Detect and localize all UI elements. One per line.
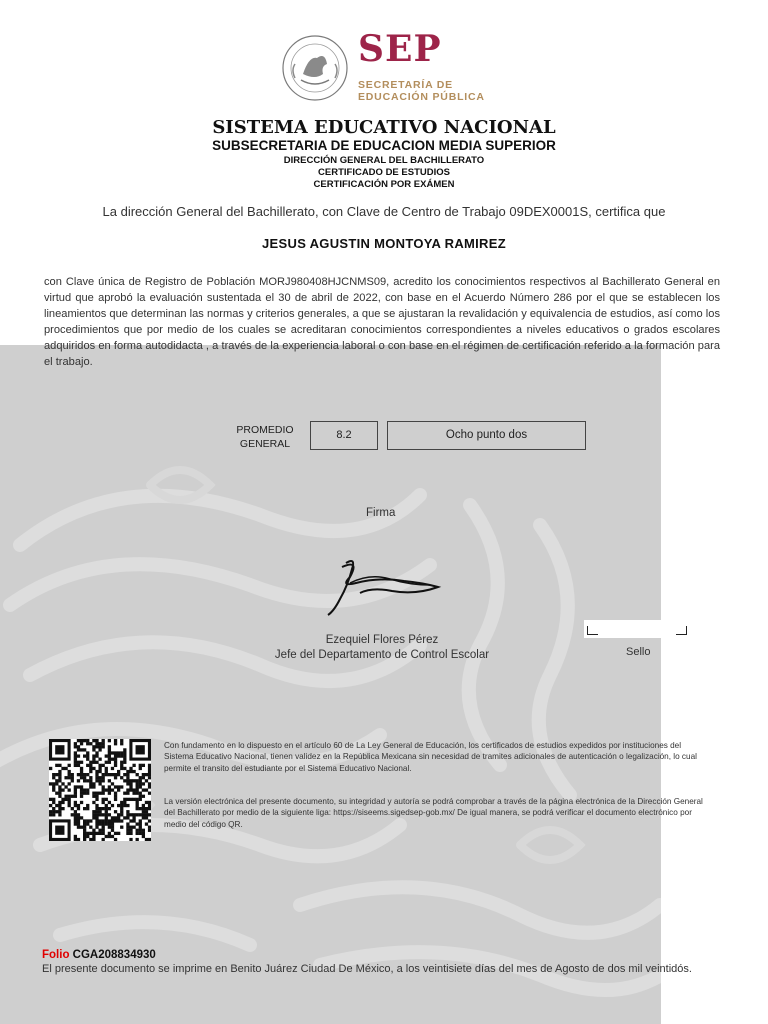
qr-code-icon: [49, 739, 151, 841]
folio: [42, 949, 156, 961]
heading-certificado: CERTIFICADO DE ESTUDIOS: [318, 167, 450, 178]
intro-text: La dirección General del Bachillerato, con Clave de Centro de Trabajo 09DEX0001S, certifica que: [102, 204, 666, 219]
document-title: SISTEMA EDUCATIVO NACIONAL: [212, 117, 556, 138]
folio-number: CGA208834930: [72, 949, 156, 961]
promedio-label: [228, 423, 302, 451]
qr-code[interactable]: [49, 739, 151, 841]
issue-statement: El presente documento se imprime en Benito Juárez Ciudad De México, a los veintisiete días del mes de Agosto de dos mil veintidós.: [42, 963, 692, 975]
signer-name: Ezequiel Flores Pérez: [325, 634, 439, 646]
certificate-body: con Clave única de Registro de Población MORJ980408HJCNMS09, acredito los conocimientos respectivos al Bachillerato General en virtud que aprobó la evaluación sustentada el 30 de abril de 2022, con base en el Acuerdo Número 286 por el que se establecen los lineamientos que determinan las normas y criterios generales, a que se ajustaran la revalidación y equivalencia de estudios, así como los procedimientos que por medio de los cuales se acreditaran conocimientos correspondientes a niveles educativos o grados escolares adquiridos en forma autodidacta , a través de la experiencia laboral o con base en el régimen de certificación referido a la formación para el trabajo.: [44, 276, 720, 368]
mexican-seal-icon: [281, 34, 349, 102]
grade-in-words: Ocho punto dos: [387, 421, 586, 450]
handwritten-signature: [320, 555, 445, 620]
legal-paragraph-1: Con fundamento en lo dispuesto en el artículo 60 de La Ley General de Educación, los certificados de estudios expedidos por instituciones del Sistema Educativo Nacional, tienen validez en la República Mexicana sin necesidad de tramites adicionales de autenticación o legalización, lo cual permite el transito del estudiante por el Sistema Educativo Nacional.: [164, 741, 697, 773]
sep-logo-subtitle-1: SECRETARÍA DE: [358, 79, 453, 91]
signer-title: Jefe del Departamento de Control Escolar: [274, 649, 490, 661]
grade-value: 8.2: [310, 421, 378, 450]
heading-certificacion: CERTIFICACIÓN POR EXÁMEN: [313, 179, 455, 190]
seal-stamp-area: [584, 620, 690, 638]
promedio-label-line1: PROMEDIO: [236, 424, 294, 436]
firma-label: Firma: [366, 507, 396, 519]
sep-logo-subtitle-2: EDUCACIÓN PÚBLICA: [358, 91, 485, 103]
folio-label: Folio: [42, 949, 70, 961]
sep-logo-text: SEP: [358, 28, 442, 70]
heading-direccion: DIRECCIÓN GENERAL DEL BACHILLERATO: [283, 155, 485, 166]
promedio-label-line2: GENERAL: [239, 438, 291, 450]
sello-label: Sello: [626, 646, 651, 658]
corner-mark-right: [676, 626, 687, 635]
corner-mark-left: [587, 626, 598, 635]
document-subtitle: SUBSECRETARIA DE EDUCACION MEDIA SUPERIOR: [212, 138, 556, 153]
student-name: JESUS AGUSTIN MONTOYA RAMIREZ: [262, 236, 506, 251]
legal-paragraph-2: La versión electrónica del presente documento, su integridad y autoría se podrá comprobar a través de la página electrónica de la Dirección General del Bachillerato por medio de la siguiente liga: https://siseems.sigedsep-gob.mx/ De igual manera, se podrá verificar el documento electrónico por medio del código QR.: [164, 797, 703, 829]
